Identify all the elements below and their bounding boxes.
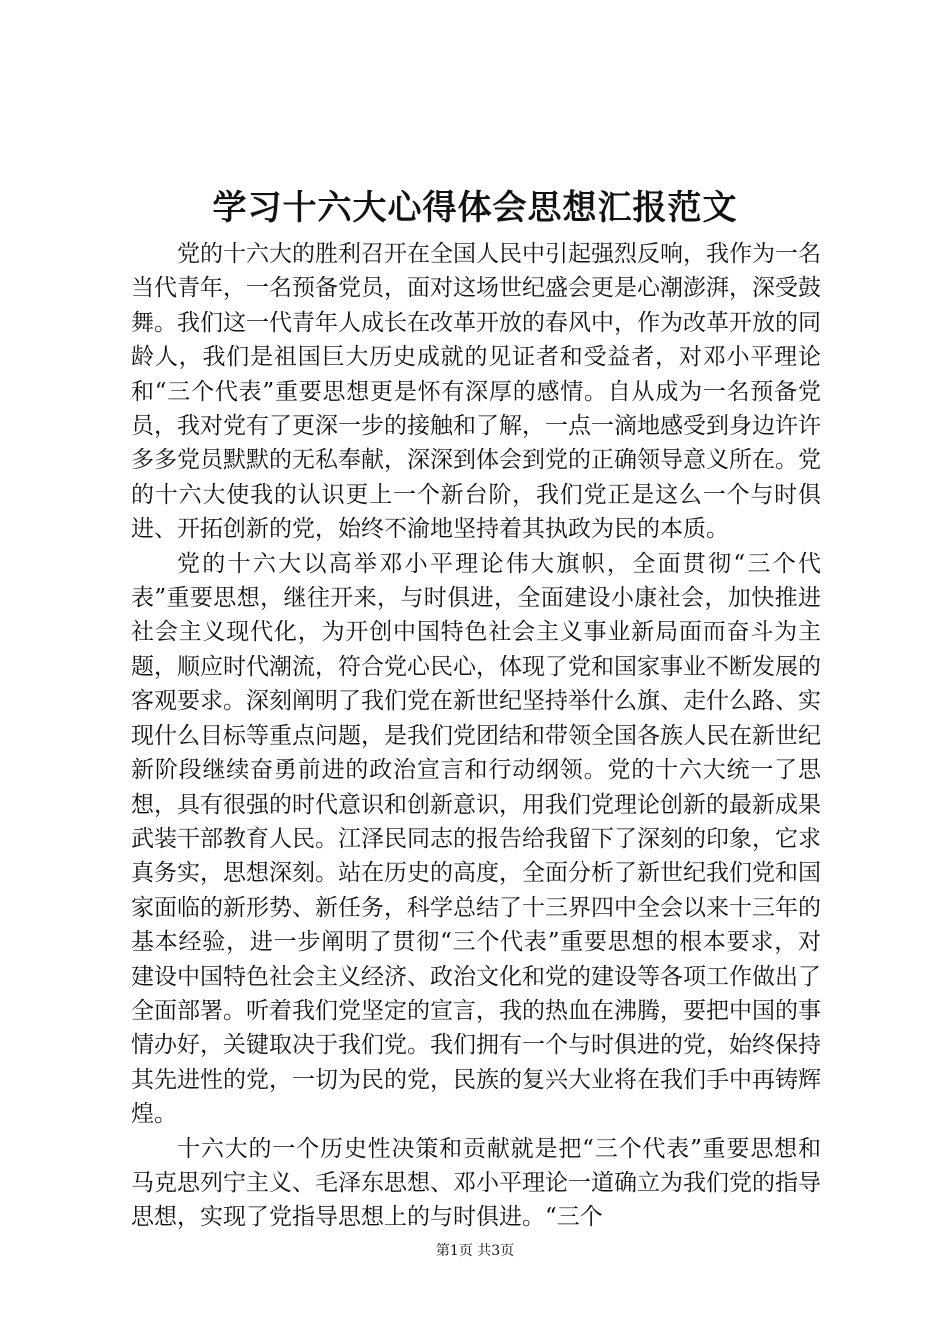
page-number-footer: 第1页 共3页 [435,1243,515,1259]
paragraph-2: 党的十六大以高举邓小平理论伟大旗帜，全面贯彻“三个代表”重要思想，继往开来，与时俱进，全面建设小康社会，加快推进社会主义现代化，为开创中国特色社会主义事业新局面而奋斗为主题，顺应时代潮流，符合党心民心，体现了党和国家事业不断发展的客观要求。深刻阐明了我们党在新世纪坚持举什么旗、走什么路、实现什么目标等重点问题，是我们党团结和带领全国各族人民在新世纪新阶段继续奋勇前进的政治宣言和行动纲领。党的十六大统一了思想，具有很强的时代意识和创新意识，用我们党理论创新的最新成果武装干部教育人民。江泽民同志的报告给我留下了深刻的印象，它求真务实，思想深刻。站在历史的高度，全面分析了新世纪我们党和国家面临的新形势、新任务，科学总结了十三界四中全会以来十三年的基本经验，进一步阐明了贯彻“三个代表”重要思想的根本要求，对建设中国特色社会主义经济、政治文化和党的建设等各项工作做出了全面部署。听着我们党坚定的宣言，我的热血在沸腾，要把中国的事情办好，关键取决于我们党。我们拥有一个与时俱进的党，始终保持其先进性的党，一切为民的党，民族的复兴大业将在我们手中再铸辉煌。 [131,550,821,1128]
paragraph-1: 党的十六大的胜利召开在全国人民中引起强烈反响，我作为一名当代青年，一名预备党员，面对这场世纪盛会更是心潮澎湃，深受鼓舞。我们这一代青年人成长在改革开放的春风中，作为改革开放的同龄人，我们是祖国巨大历史成就的见证者和受益者，对邓小平理论和“三个代表”重要思想更是怀有深厚的感情。自从成为一名预备党员，我对党有了更深一步的接触和了解，一点一滴地感受到身边许许多多党员默默的无私奉献，深深到体会到党的正确领导意义所在。党的十六大使我的认识更上一个新台阶，我们党正是这么一个与时俱进、开拓创新的党，始终不渝地坚持着其执政为民的本质。 [131,241,821,543]
paragraph-3: 十六大的一个历史性决策和贡献就是把“三个代表”重要思想和马克思列宁主义、毛泽东思想、邓小平理论一道确立为我们党的指导思想，实现了党指导思想上的与时俱进。“三个 [131,1135,821,1231]
document-body [131,237,821,1235]
document-title: 学习十六大心得体会思想汇报范文 [212,188,738,228]
